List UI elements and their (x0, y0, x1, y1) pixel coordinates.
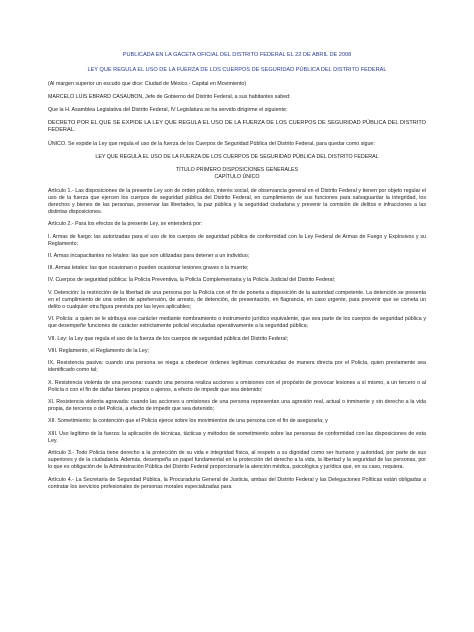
intro-paragraph-2: Que la H. Asamblea Legislativa del Distrito Federal, IV Legislatura se ha servido dirigirme el siguiente: (48, 106, 288, 113)
article-paragraph: VI. Policía: a quien se le atribuya ese carácter mediante nombramiento o instrumento jurídico equivalente, que sea parte de los cuerpos de seguridad pública y que desempeñe funciones de carácter estrictamente policial vinculadas operativamente a la seguridad pública; (48, 316, 426, 330)
article-paragraph: VII. Ley: la Ley que regula el uso de la fuerza de los cuerpos de seguridad pública del Distrito Federal; (48, 335, 288, 342)
article-paragraph: Artículo 4.- La Secretaría de Seguridad Pública, la Procuraduría General de Justicia, ambas del Distrito Federal y las Delegaciones Políticas están obligadas a contratar los servicios profesionales de personas morales especializadas para (48, 476, 426, 490)
article-paragraph: Artículo 3.- Todo Policía tiene derecho a la protección de su vida e integridad física, al respeto a su dignidad como ser humano y autoridad, por parte de sus superiores y de la ciudadanía. Además, desempeña un papel fundamental en la protección del derecho a la vida, la libertad y la seguridad de las personas, por lo que es obligación de la Administración Pública del Distrito Federal proporcionarle la atención médica, psicológica y jurídica que, en su caso, requiera. (48, 449, 426, 471)
law-title-heading: LEY QUE REGULA EL USO DE LA FUERZA DE LOS CUERPOS DE SEGURIDAD PÚBLICA DEL DISTRITO FEDERAL (87, 67, 387, 74)
unico-paragraph: ÚNICO. Se expide la Ley que regula el uso de la fuerza de los Cuerpos de Seguridad Pública del Distrito Federal, para quedar como sigue: (48, 140, 375, 147)
article-paragraph: Artículo 2.- Para los efectos de la presente Ley, se entenderá por: (48, 221, 203, 228)
gaceta-publication-line: PUBLICADA EN LA GACETA OFICIAL DEL DISTRITO FEDERAL EL 22 DE ABRIL DE 2008 (122, 52, 352, 58)
article-paragraph: X. Resistencia violenta de una persona: cuando una persona realiza acciones u omisiones con el propósito de provocar lesiones a sí mismo, a un tercero o al Policía o con el fin de dañar bienes propios o ajenos, a efecto de impedir que sea detenido; (48, 379, 426, 393)
law-title-repeat: LEY QUE REGULA EL USO DE LA FUERZA DE LOS CUERPOS DE SEGURIDAD PÚBLICA DEL DISTRITO FEDERAL (95, 154, 379, 161)
article-paragraph: III. Armas letales: las que ocasionan o pueden ocasionar lesiones graves o la muerte; (48, 265, 249, 272)
decree-paragraph: DECRETO POR EL QUE SE EXPIDE LA LEY QUE REGULA EL USO DE LA FUERZA DE LOS CUERPOS DE SEGURIDAD PÚBLICA DEL DISTRITO FEDERAL. (48, 120, 426, 134)
article-paragraph: XIII. Uso legítimo de la fuerza: la aplicación de técnicas, tácticas y métodos de sometimiento sobre las personas de conformidad con las disposiciones de esta Ley. (48, 430, 426, 444)
titulo-heading: TÍTULO PRIMERO DISPOSICIONES GENERALES (175, 167, 299, 174)
article-paragraph: VIII. Reglamento, el Reglamento de la Ley; (48, 347, 149, 354)
article-paragraph: V. Detención: la restricción de la libertad de una persona por la Policía con el fin de ponerla a disposición de la autoridad competente. La detención se presenta en el cumplimiento de una orden de aprehensión, de arresto, de detención, de presentación, en flagrancia, en caso urgente, para prevenir que se cometa un delito o cualquier otra figura prevista por las leyes aplicables; (48, 289, 426, 311)
intro-paragraph-1: MARCELO LUIS EBRARD CASAUBON, Jefe de Gobierno del Distrito Federal, a sus habitantes sabed: (48, 93, 291, 100)
margin-note: (Al margen superior un escudo que dice: Ciudad de México.- Capital en Movimiento) (48, 81, 247, 88)
article-paragraph: I. Armas de fuego: las autorizadas para el uso de los cuerpos de seguridad pública de conformidad con la Ley Federal de Armas de Fuego y Explosivos y su Reglamento; (48, 233, 426, 247)
article-paragraph: XI. Resistencia violenta agravada: cuando las acciones u omisiones de una persona representan una agresión real, actual o inminente y sin derecho a la vida propia, de terceros o del Policía, a efecto de impedir que sea detenido; (48, 398, 426, 413)
article-paragraph: IV. Cuerpos de seguridad pública: la Policía Preventiva, la Policía Complementaria y la Policía Judicial del Distrito Federal; (48, 277, 336, 284)
article-paragraph: IX. Resistencia pasiva: cuando una persona se niega a obedecer órdenes legítimas comunicadas de manera directa por el Policía, quien previamente sea identificado como tal; (48, 360, 426, 374)
capitulo-heading: CAPÍTULO ÚNICO (214, 174, 260, 181)
article-paragraph: Artículo 1.- Las disposiciones de la presente Ley son de orden público, interés social, de observancia general en el Distrito Federal y tienen por objeto regular el uso de la fuerza que ejercen los cuerpos de seguridad pública del Distrito Federal, en cumplimiento de sus funciones para salvaguardar la integridad, los derechos y bienes de las personas, preservar las libertades, la paz pública y la seguridad ciudadana y prevenir la comisión de delitos e infracciones a las distintas disposiciones. (48, 187, 426, 216)
article-paragraph: II. Armas incapacitantes no letales: las que son utilizadas para detener a un individuo; (48, 253, 250, 260)
article-paragraph: XII. Sometimiento: la contención que el Policía ejerce sobre los movimientos de una persona con el fin de asegurarla; y (48, 418, 328, 425)
